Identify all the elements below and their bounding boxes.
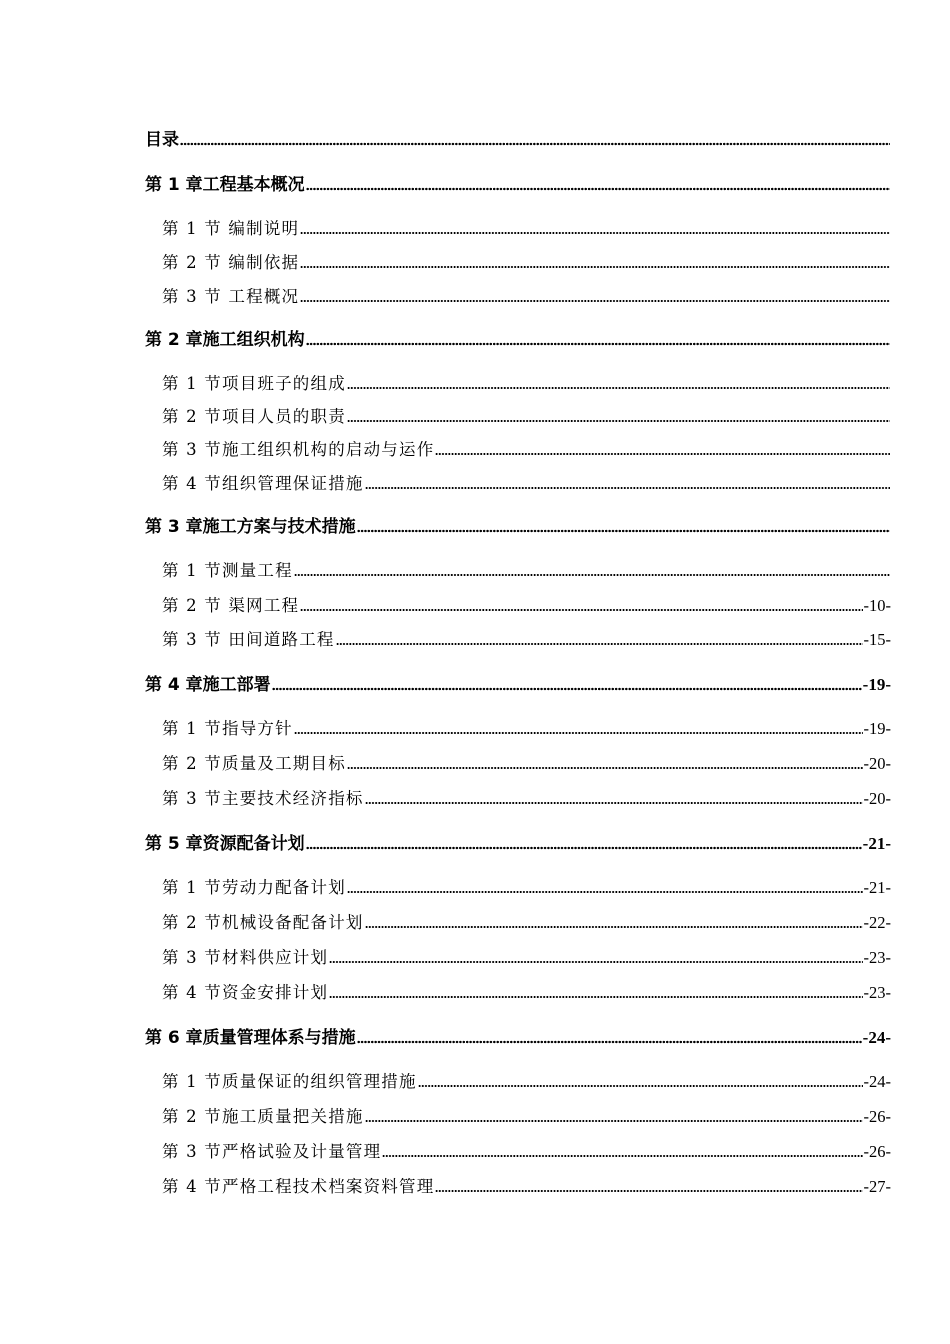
section-page: -23-: [863, 948, 891, 967]
section-page: -20-: [863, 789, 891, 808]
section-page: -22-: [863, 913, 891, 932]
chapter-label: 第 2 章施工组织机构: [145, 330, 305, 350]
toc-section-2-4[interactable]: [162, 469, 891, 495]
section-label: 第 4 节严格工程技术档案资料管理: [162, 1177, 435, 1196]
section-page: -21-: [863, 878, 891, 897]
dot-leader: [347, 386, 890, 390]
dot-leader: [306, 342, 890, 346]
toc-chapter-3[interactable]: [145, 512, 891, 538]
toc-section-1-3[interactable]: [162, 282, 891, 308]
section-label: 第 2 节机械设备配备计划: [162, 913, 364, 932]
section-page: -26-: [863, 1107, 891, 1126]
dot-leader: [300, 299, 890, 303]
dot-leader: [306, 846, 862, 850]
section-label: 第 4 节资金安排计划: [162, 983, 329, 1002]
section-label: 第 2 节 编制依据: [162, 253, 300, 272]
dot-leader: [306, 187, 890, 191]
toc-section-4-1[interactable]: [162, 714, 891, 740]
toc-section-6-2[interactable]: [162, 1102, 891, 1128]
toc-section-1-2[interactable]: [162, 248, 891, 274]
dot-leader: [365, 801, 863, 805]
toc-section-3-1[interactable]: [162, 556, 891, 582]
toc-title-line[interactable]: [145, 125, 891, 151]
toc-section-5-1[interactable]: [162, 873, 891, 899]
toc-chapter-4[interactable]: [145, 670, 891, 696]
chapter-label: 第 4 章施工部署: [145, 675, 271, 695]
section-label: 第 1 节劳动力配备计划: [162, 878, 346, 897]
section-label: 第 2 节质量及工期目标: [162, 754, 346, 773]
toc-section-2-2[interactable]: [162, 402, 891, 428]
toc-section-2-3[interactable]: [162, 435, 891, 461]
chapter-page: -21-: [862, 834, 891, 853]
dot-leader: [329, 960, 862, 964]
chapter-label: 第 6 章质量管理体系与措施: [145, 1028, 356, 1048]
section-label: 第 1 节质量保证的组织管理措施: [162, 1072, 417, 1091]
dot-leader: [347, 890, 863, 894]
section-label: 第 3 节材料供应计划: [162, 948, 329, 967]
section-page: -27-: [863, 1177, 891, 1196]
toc-section-3-2[interactable]: [162, 591, 891, 617]
section-label: 第 3 节施工组织机构的启动与运作: [162, 440, 435, 459]
section-page: -23-: [863, 983, 891, 1002]
toc-chapter-5[interactable]: [145, 829, 891, 855]
toc-section-2-1[interactable]: [162, 369, 891, 395]
section-label: 第 4 节组织管理保证措施: [162, 474, 364, 493]
section-label: 第 3 节 田间道路工程: [162, 630, 335, 649]
dot-leader: [418, 1084, 863, 1088]
section-label: 第 3 节 工程概况: [162, 287, 300, 306]
dot-leader: [272, 687, 862, 691]
section-label: 第 3 节主要技术经济指标: [162, 789, 364, 808]
toc-section-5-3[interactable]: [162, 943, 891, 969]
dot-leader: [300, 265, 890, 269]
dot-leader: [300, 231, 890, 235]
section-label: 第 2 节 渠网工程: [162, 596, 300, 615]
dot-leader: [180, 142, 890, 146]
dot-leader: [357, 1040, 862, 1044]
chapter-label: 第 3 章施工方案与技术措施: [145, 517, 356, 537]
section-page: -24-: [863, 1072, 891, 1091]
section-label: 第 1 节项目班子的组成: [162, 374, 346, 393]
toc-section-4-2[interactable]: [162, 749, 891, 775]
chapter-page: -19-: [862, 675, 891, 694]
section-page: -26-: [863, 1142, 891, 1161]
dot-leader: [300, 608, 862, 612]
dot-leader: [435, 452, 890, 456]
toc-chapter-1[interactable]: [145, 170, 891, 196]
toc-section-5-2[interactable]: [162, 908, 891, 934]
toc-title: 目录: [145, 130, 179, 150]
dot-leader: [382, 1154, 862, 1158]
dot-leader: [329, 995, 862, 999]
section-label: 第 3 节严格试验及计量管理: [162, 1142, 382, 1161]
section-label: 第 1 节指导方针: [162, 719, 293, 738]
dot-leader: [294, 573, 890, 577]
dot-leader: [294, 731, 863, 735]
toc-section-1-1[interactable]: [162, 214, 891, 240]
dot-leader: [435, 1189, 862, 1193]
section-page: -15-: [863, 630, 891, 649]
section-label: 第 1 节测量工程: [162, 561, 293, 580]
section-label: 第 1 节 编制说明: [162, 219, 300, 238]
dot-leader: [365, 925, 863, 929]
dot-leader: [357, 529, 890, 533]
dot-leader: [365, 1119, 863, 1123]
chapter-label: 第 5 章资源配备计划: [145, 834, 305, 854]
chapter-page: -24-: [862, 1028, 891, 1047]
section-label: 第 2 节施工质量把关措施: [162, 1107, 364, 1126]
dot-leader: [347, 419, 890, 423]
toc-section-6-1[interactable]: [162, 1067, 891, 1093]
toc-chapter-6[interactable]: [145, 1023, 891, 1049]
toc-section-6-4[interactable]: [162, 1172, 891, 1198]
toc-section-6-3[interactable]: [162, 1137, 891, 1163]
toc-section-5-4[interactable]: [162, 978, 891, 1004]
section-page: -19-: [863, 719, 891, 738]
section-page: -10-: [863, 596, 891, 615]
dot-leader: [347, 766, 863, 770]
toc-chapter-2[interactable]: [145, 325, 891, 351]
chapter-label: 第 1 章工程基本概况: [145, 175, 305, 195]
toc-section-4-3[interactable]: [162, 784, 891, 810]
dot-leader: [336, 642, 863, 646]
dot-leader: [365, 486, 890, 490]
section-page: -20-: [863, 754, 891, 773]
section-label: 第 2 节项目人员的职责: [162, 407, 346, 426]
toc-section-3-3[interactable]: [162, 625, 891, 651]
